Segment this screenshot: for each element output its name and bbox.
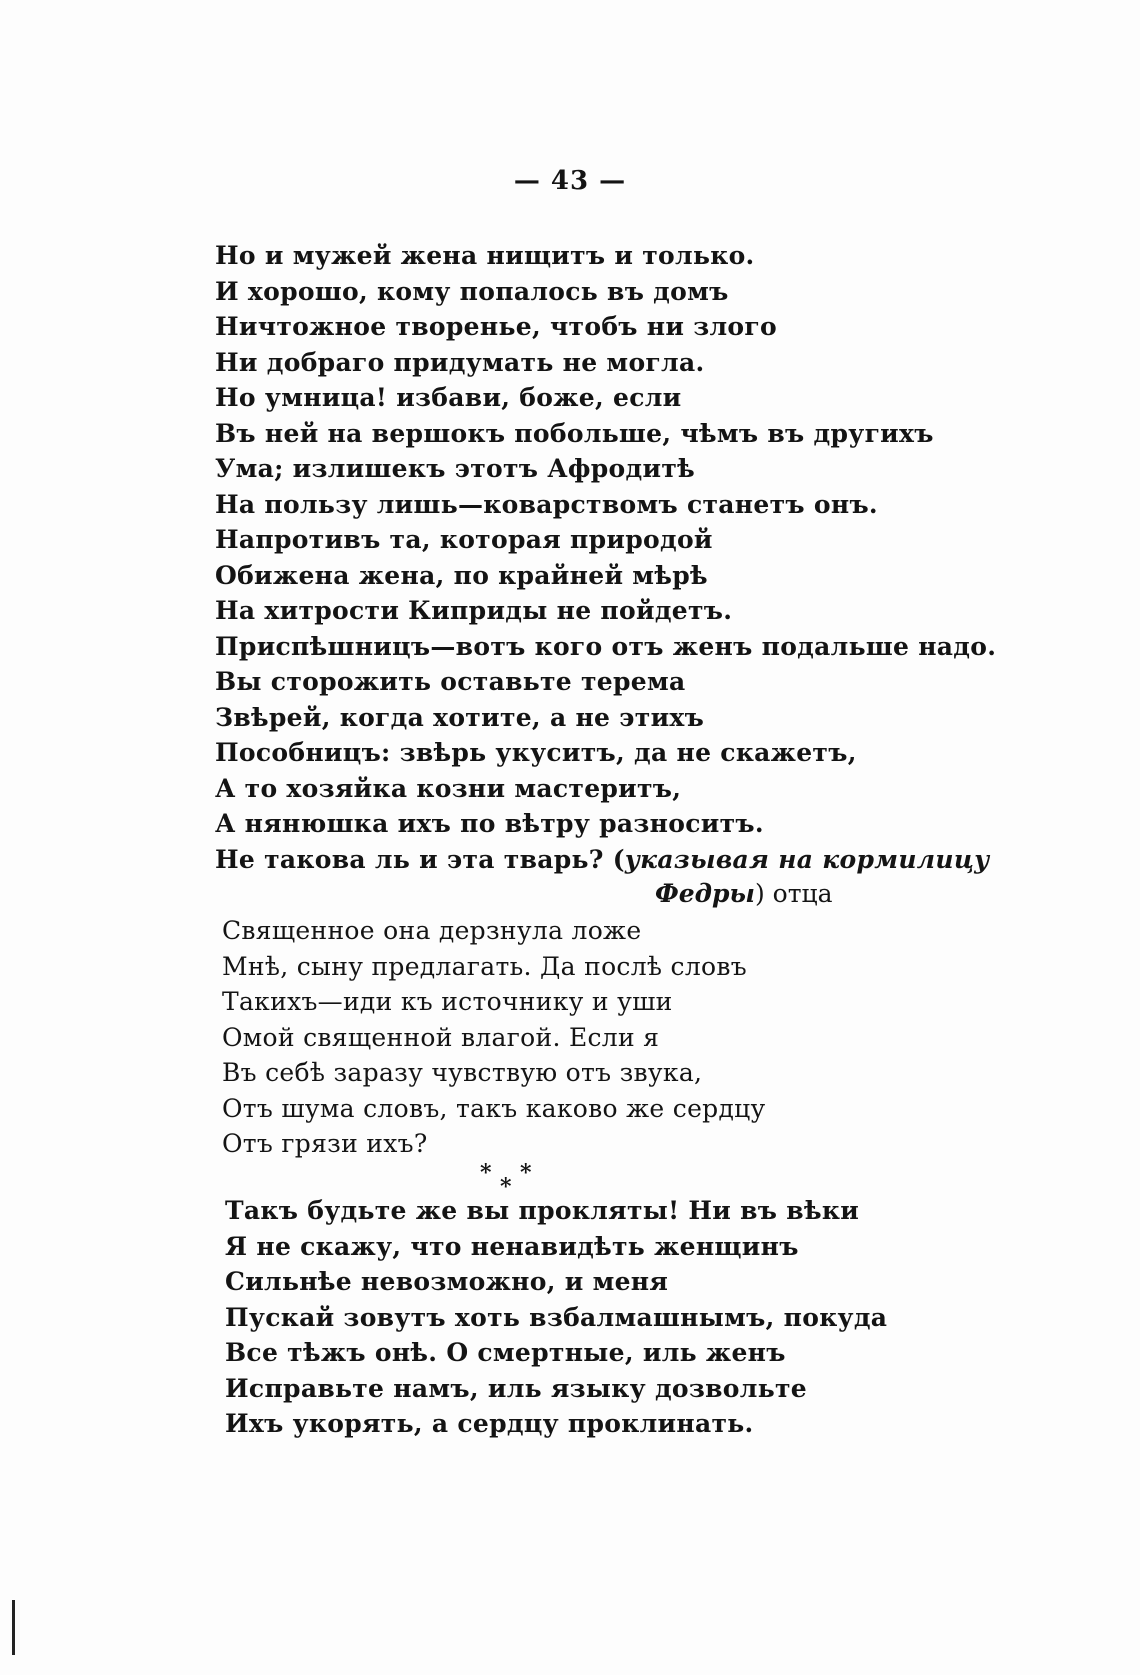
stage-direction-line — [215, 842, 996, 878]
verse-line: Сильнѣе невозможно, и меня — [225, 1267, 669, 1296]
asterism-star: * — [480, 1160, 492, 1186]
scan-edge-mark — [12, 1600, 15, 1655]
verse-line: На хитрости Киприды не пойдетъ. — [215, 596, 733, 625]
verse-line: Мнѣ, сыну предлагать. Да послѣ словъ — [222, 951, 747, 981]
verse-line: Ни добраго придумать не могла. — [215, 347, 705, 377]
verse-line: Я не скажу, что ненавидѣть женщинъ — [225, 1231, 799, 1261]
stage-direction: указывая на кормилицу — [624, 844, 990, 874]
verse-line: Исправьте намъ, иль языку дозвольте — [225, 1373, 807, 1403]
verse-line: Звѣрей, когда хотите, а не этихъ — [215, 702, 705, 732]
verse-line: А то хозяйка козни мастеритъ, — [215, 773, 682, 803]
verse-line: Пособницъ: звѣрь укуситъ, да не скажетъ, — [215, 738, 857, 767]
asterism-star: * — [500, 1174, 512, 1200]
verse-line: Обижена жена, по крайней мѣрѣ — [215, 560, 708, 590]
verse-line: Но умница! избави, боже, если — [215, 383, 682, 412]
verse-line: Ничтожное творенье, чтобъ ни злого — [215, 312, 777, 341]
verse-line: Въ себѣ заразу чувствую отъ звука, — [222, 1058, 703, 1087]
verse-line: Пускай зовутъ хоть взбалмашнымъ, покуда — [225, 1302, 888, 1332]
verse-text: ) отца — [754, 879, 833, 908]
verse-line: Приспѣшницъ—вотъ кого отъ женъ подальше надо. — [215, 631, 997, 661]
verse-line: А нянюшка ихъ по вѣтру разноситъ. — [215, 809, 764, 838]
verse-line: И хорошо, кому попалось въ домъ — [215, 276, 729, 306]
verse-line: Напротивъ та, которая природой — [215, 525, 713, 554]
stage-direction: Федры — [655, 879, 755, 908]
verse-line: Вы сторожить оставьте терема — [215, 667, 686, 696]
verse-line: Отъ грязи ихъ? — [222, 1129, 428, 1158]
page-number: — 43 — — [513, 166, 627, 196]
verse-line: Омой священной влагой. Если я — [222, 1022, 660, 1052]
stanza-2 — [222, 913, 766, 1162]
verse-line: Все тѣжъ онѣ. О смертные, иль женъ — [225, 1338, 786, 1367]
verse-line: Такъ будьте же вы прокляты! Ни въ вѣки — [225, 1196, 860, 1225]
stage-direction-continuation — [655, 876, 833, 911]
asterism-star: * — [520, 1160, 532, 1186]
verse-line: Но и мужей жена нищитъ и только. — [215, 241, 755, 270]
verse-text: Не такова ль и эта тварь? ( — [215, 844, 625, 874]
stanza-3 — [225, 1193, 887, 1442]
verse-line: На пользу лишь—коварствомъ станетъ онъ. — [215, 489, 878, 519]
verse-line: Отъ шума словъ, такъ каково же сердцу — [222, 1093, 766, 1123]
stanza-1 — [215, 238, 996, 877]
verse-line: Такихъ—иди къ источнику и уши — [222, 987, 673, 1016]
verse-line: Ума; излишекъ этотъ Афродитѣ — [215, 454, 696, 483]
verse-line: Священное она дерзнула ложе — [222, 916, 642, 945]
verse-line: Въ ней на вершокъ побольше, чѣмъ въ другихъ — [215, 418, 934, 448]
verse-line: Ихъ укорять, а сердцу проклинать. — [225, 1409, 754, 1438]
